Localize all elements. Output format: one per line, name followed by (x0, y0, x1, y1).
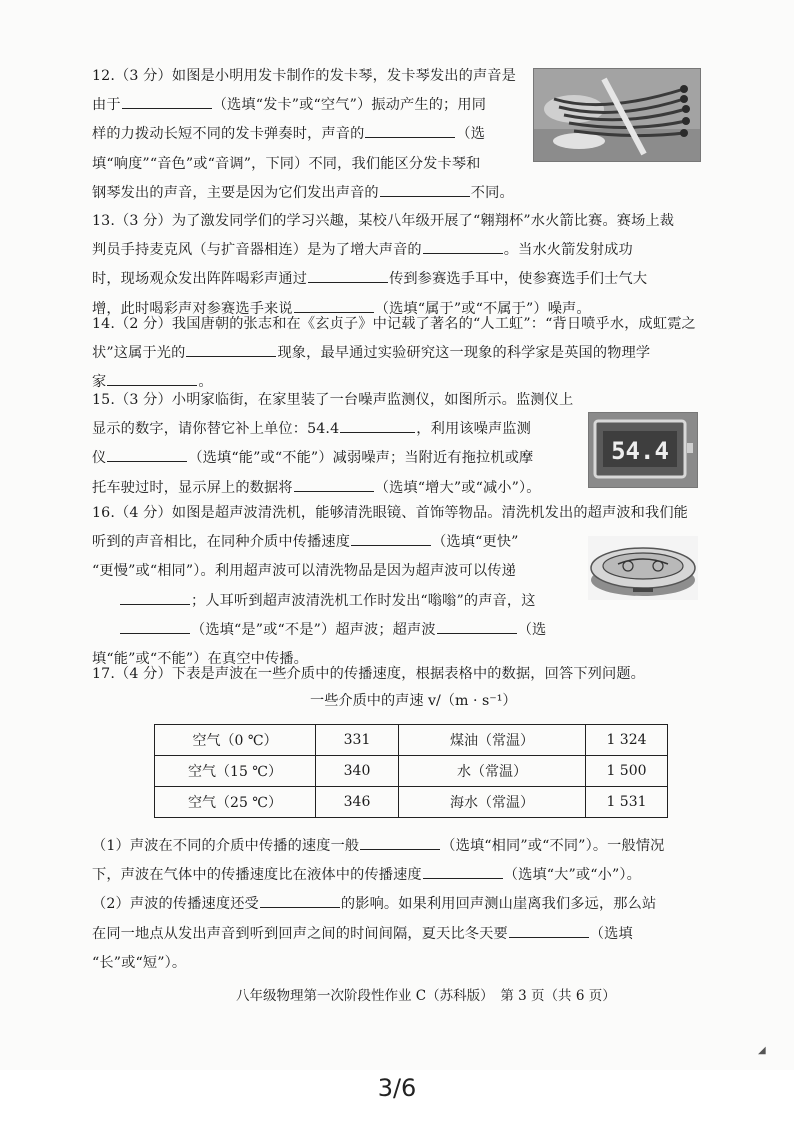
q16-line-6: 填“能”或“不能”）在真空中传播。 (92, 651, 309, 668)
q12-blank-2 (365, 123, 455, 138)
question-17-parts (92, 832, 665, 978)
q12-line-2b: （选填“发卡”或“空气”）振动产生的；用同 (212, 97, 487, 114)
q15-blank-1 (340, 418, 415, 433)
corner-mark: ◢ (758, 1045, 766, 1056)
q16-line-1: 16.（4 分）如图是超声波清洗机，能够清洗眼镜、首饰等物品。清洗机发出的超声波和我们能 (92, 505, 689, 521)
page-counter: 3/6 (377, 1074, 417, 1102)
table-row (155, 756, 668, 787)
q12-line-4: 填“响度”“音色”或“音调”，下同）不同，我们能区分发卡琴和 (92, 155, 481, 172)
q15-blank-2 (107, 447, 187, 462)
q16-line-5b: （选填“是”或“不是”）超声波；超声波 (191, 621, 436, 638)
q14-blank-2 (107, 371, 197, 386)
q13-line-4a: 增，此时喝彩声对参赛选手来说 (92, 300, 293, 317)
q16-line-2a: 听到的声音相比，在同种介质中传播速度 (92, 534, 351, 551)
q16-line-3: “更慢”或“相同”）。利用超声波可以清洗物品是因为超声波可以传递 (92, 563, 516, 580)
q15-line-3a: 仪 (92, 450, 107, 467)
q16-blank-2 (120, 590, 190, 605)
q17-blank-3 (260, 893, 340, 908)
table-cell: 空气（0 ℃） (155, 725, 316, 756)
q16-line-4b: ；人耳听到超声波清洗机工作时发出“嗡嗡”的声音，这 (191, 592, 536, 609)
q15-blank-3 (294, 477, 374, 492)
table-row (155, 725, 668, 756)
q13-blank-1 (423, 239, 503, 254)
q12-line-5a: 钢琴发出的声音，主要是因为它们发出声音的 (92, 184, 379, 201)
table-cell: 331 (316, 725, 399, 756)
q14-line-1: 14.（2 分）我国唐朝的张志和在《玄贞子》中记载了著名的“人工虹”：“背日喷乎水，成虹霓之 (92, 316, 696, 332)
q15-line-1: 15.（3 分）小明家临街，在家里装了一台噪声监测仪，如图所示。监测仪上 (92, 392, 574, 408)
table-cell: 1 324 (586, 725, 668, 756)
q17-p2a: （2）声波的传播速度还受 (92, 896, 259, 913)
question-15 (92, 386, 573, 503)
ultrasonic-cleaner-photo (588, 536, 698, 600)
q13-line-2b: 。当水火箭发射成功 (503, 242, 633, 259)
q14-line-3b: 。 (198, 374, 213, 391)
hairpin-harp-photo (533, 68, 701, 162)
q12-line-1: 12.（3 分）如图是小明用发卡制作的发卡琴，发卡琴发出的声音是 (92, 68, 516, 84)
q16-blank-1 (351, 531, 431, 546)
q13-blank-2 (308, 268, 388, 283)
q17-blank-2 (423, 864, 503, 879)
q15-line-2b: ，利用该噪声监测 (416, 421, 531, 438)
q13-line-1: 13.（3 分）为了激发同学们的学习兴趣，某校八年级开展了“翱翔杯”水火箭比赛。赛场上裁 (92, 213, 675, 229)
q17-p2e: “长”或“短”）。 (92, 954, 187, 971)
q14-blank-1 (186, 342, 276, 357)
q16-blank-4 (437, 619, 517, 634)
page-footer: 八年级物理第一次阶段性作业 C（苏科版） 第 3 页（共 6 页） (236, 988, 616, 1004)
q17-p2c: 在同一地点从发出声音到听到回声之间的时间间隔，夏天比冬天要 (92, 925, 508, 942)
q17-p1d: （选填“大”或“小”）。 (503, 867, 641, 884)
q15-line-3b: （选填“能”或“不能”）减弱噪声；当附近有拖拉机或摩 (188, 450, 534, 467)
q12-blank-1 (122, 94, 212, 109)
q15-line-4a: 托车驶过时，显示屏上的数据将 (92, 479, 293, 496)
q15-line-4b: （选填“增大”或“减小”）。 (374, 479, 541, 496)
question-13 (92, 207, 674, 324)
table-cell: 1 531 (586, 787, 668, 818)
q17-p2b: 的影响。如果利用回声测山崖离我们多远，那么站 (340, 896, 657, 913)
sound-speed-table (154, 724, 668, 818)
question-17 (92, 660, 645, 689)
q12-line-3a: 样的力拨动长短不同的发卡弹奏时，声音的 (92, 126, 365, 143)
q15-line-2a: 显示的数字，请你替它补上单位：54.4 (92, 421, 340, 438)
q12-blank-3 (380, 182, 470, 197)
speed-table-title: 一些介质中的声速 v/（m · s⁻¹） (310, 693, 517, 709)
q12-line-2a: 由于 (92, 97, 121, 114)
q12-line-3b: （选 (456, 126, 486, 143)
q14-line-2a: 状”这属于光的 (92, 345, 186, 362)
table-cell: 空气（25 ℃） (155, 787, 316, 818)
q16-blank-3 (120, 619, 190, 634)
q17-blank-4 (509, 923, 589, 938)
table-cell: 340 (316, 756, 399, 787)
table-cell: 空气（15 ℃） (155, 756, 316, 787)
q14-line-2b: 现象，最早通过实验研究这一现象的科学家是英国的物理学 (277, 345, 651, 362)
q13-line-4b: （选填“属于”或“不属于”）噪声。 (374, 300, 591, 317)
q13-line-2a: 判员手持麦克风（与扩音器相连）是为了增大声音的 (92, 242, 422, 259)
noise-monitor-photo (588, 412, 698, 488)
q17-p1c: 下，声波在气体中的传播速度比在液体中的传播速度 (92, 867, 422, 884)
q16-line-2b: （选填“更快” (432, 534, 519, 551)
q17-p1a: （1）声波在不同的介质中传播的速度一般 (92, 838, 360, 854)
table-cell: 海水（常温） (399, 787, 586, 818)
table-row (155, 787, 668, 818)
q17-p2d: （选填 (589, 925, 633, 942)
table-cell: 煤油（常温） (399, 725, 586, 756)
table-cell: 水（常温） (399, 756, 586, 787)
monitor-display-digits: 54.4 (611, 437, 669, 465)
q17-line-1: 17.（4 分）下表是声波在一些介质中的传播速度，根据表格中的数据，回答下列问题。 (92, 666, 646, 682)
q13-line-3a: 时，现场观众发出阵阵喝彩声通过 (92, 271, 308, 288)
q12-line-5b: 不同。 (470, 184, 514, 201)
question-12 (92, 62, 516, 208)
q14-line-3a: 家 (92, 374, 107, 391)
q16-line-5c: （选 (517, 621, 547, 638)
q13-line-3b: 传到参赛选手耳中，使参赛选手们士气大 (389, 271, 648, 288)
q17-blank-1 (360, 835, 440, 850)
table-cell: 346 (316, 787, 399, 818)
question-14 (92, 310, 696, 398)
q17-p1b: （选填“相同”或“不同”）。一般情况 (441, 838, 665, 854)
table-cell: 1 500 (586, 756, 668, 787)
